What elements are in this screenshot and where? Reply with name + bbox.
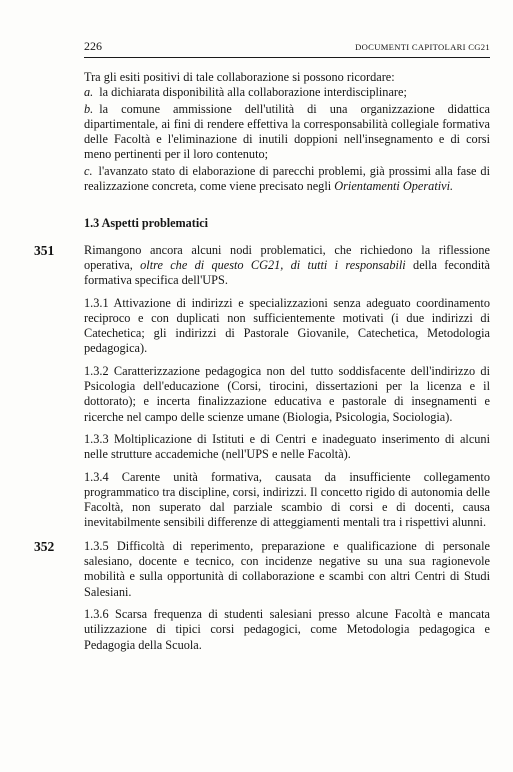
list-marker: c.	[84, 163, 93, 178]
running-title: DOCUMENTI CAPITOLARI CG21	[355, 42, 490, 52]
list-marker: a.	[84, 85, 94, 100]
list-marker: b.	[84, 101, 94, 116]
list-text: la dichiarata disponibilità alla collaborazione interdisciplinare;	[99, 85, 407, 100]
list-item-c	[84, 164, 490, 195]
paragraph-number: 351	[34, 242, 55, 258]
text-segment: della fecondità formativa specifica dell'UPS.	[84, 257, 491, 288]
list-text: l'avanzato stato di elaborazione di parecchi problemi, già prossimi alla fase di realizzazione concreta, come viene precisato negli	[84, 163, 490, 194]
paragraph-351	[34, 242, 491, 531]
page-number: 226	[84, 39, 102, 53]
subitem-1-3-1: 1.3.1 Attivazione di indirizzi e specializzazioni senza adeguato coordinamento reciproco e con duplicati non sufficientemente motivati (i due indirizzi di Catechetica; gli indirizzi di Pastorale Giovanile, Catechetica, Metodologia pedagogica).	[84, 295, 490, 356]
paragraph-number: 352	[34, 538, 55, 554]
paragraph-351-text	[84, 243, 490, 289]
page-header	[84, 39, 490, 54]
page-body	[34, 70, 491, 660]
header-rule	[84, 57, 490, 58]
list-text: la comune ammissione dell'utilità di una organizzazione didattica dipartimentale, ai fini di rendere effettiva la corresponsabilità collegiale formativa delle Facoltà e l'eliminazione di inutili doppioni nell'insegnamento e di corsi meno pertinenti per il loro contenuto;	[84, 101, 490, 162]
list-item-b	[84, 102, 490, 163]
subitem-1-3-6: 1.3.6 Scarsa frequenza di studenti salesiani presso alcune Facoltà e mancata utilizzazione di tipici corsi pedagogici, come Metodologia pedagogica e Pedagogia della Scuola.	[84, 606, 490, 652]
subitem-1-3-3: 1.3.3 Moltiplicazione di Istituti e di Centri e inadeguato inserimento di alcuni nelle strutture accademiche (nell'UPS e nelle Facoltà).	[84, 431, 490, 462]
subitem-1-3-2: 1.3.2 Caratterizzazione pedagogica non del tutto soddisfacente dell'indirizzo di Psicologia dell'educazione (Corsi, tirocini, dissertazioni per la licenza e il dottorato); e incerta finalizzazione educativa e pastorale di insegnamenti e ricerche nel campo delle scienze umane (Biologia, Psicologia, Sociologia).	[84, 363, 490, 424]
text-segment-italic: oltre che di questo CG21, di tutti i responsabili	[140, 257, 406, 272]
subitem-1-3-4: 1.3.4 Carente unità formativa, causata da insufficiente collegamento programmatico tra discipline, corsi, indirizzi. Il concetto rigido di autonomia delle Facoltà, non superato dal parziale scambio di corsi e di docenti, causa inevitabilmente sensibili differenze di atteggiamenti mentali tra i rispettivi alunni.	[84, 469, 490, 530]
list-item-a	[84, 85, 490, 100]
paragraph-352	[34, 538, 490, 653]
list-text-italic: Orientamenti Operativi.	[334, 179, 454, 194]
text-segment: Rimangono ancora alcuni nodi problematici, che richiedono la riflessione operativa,	[84, 242, 490, 272]
subitem-1-3-5: 1.3.5 Difficoltà di reperimento, preparazione e qualificazione di personale salesiano, docente e tecnico, con incidenze negative su una sua ragionevole mobilità e sulla opportunità di collaborazione e scambi con altri Centri di Studi Salesiani.	[84, 538, 490, 599]
intro-lead: Tra gli esiti positivi di tale collaborazione si possono ricordare:	[84, 70, 395, 84]
section-heading: 1.3 Aspetti problematici	[84, 216, 209, 231]
